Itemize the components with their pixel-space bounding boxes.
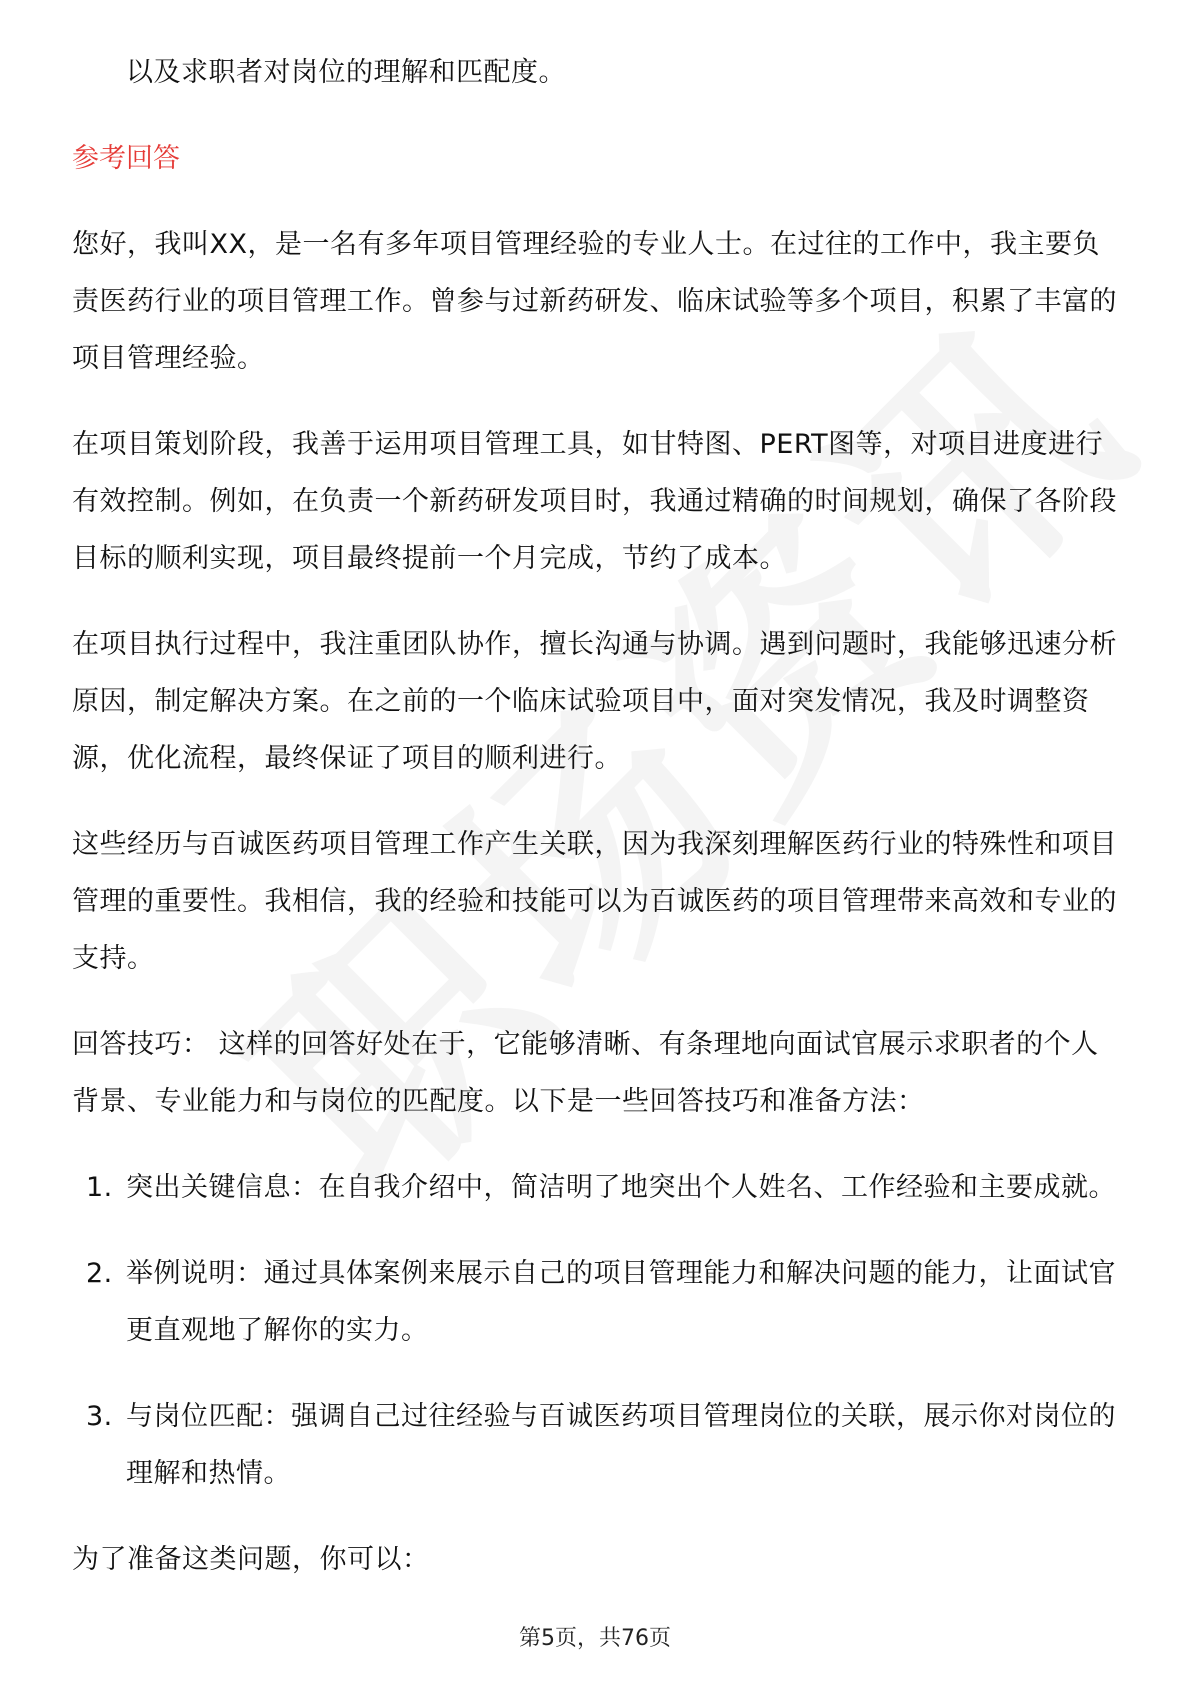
tip-item xyxy=(72,1388,1122,1502)
tip-item xyxy=(72,1245,1122,1359)
page-footer: 第5页，共76页 xyxy=(519,1626,671,1651)
page-content xyxy=(72,44,1122,1588)
tip-text: 举例说明：通过具体案例来展示自己的项目管理能力和解决问题的能力，让面试官更直观地了解你的实力。 xyxy=(126,1258,1116,1346)
tip-text: 突出关键信息：在自我介绍中，简洁明了地突出个人姓名、工作经验和主要成就。 xyxy=(126,1172,1116,1203)
intro-continuation: 以及求职者对岗位的理解和匹配度。 xyxy=(126,57,566,88)
answer-paragraph-2: 在项目策划阶段，我善于运用项目管理工具，如甘特图、PERT图等，对项目进度进行有效控制。例如，在负责一个新药研发项目时，我通过精确的时间规划，确保了各阶段目标的顺利实现，项目最终提前一个月完成，节约了成本。 xyxy=(72,429,1117,574)
tip-text: 与岗位匹配：强调自己过往经验与百诚医药项目管理岗位的关联，展示你对岗位的理解和热情。 xyxy=(126,1401,1116,1489)
tip-number: 1. xyxy=(86,1172,113,1203)
closing-line: 为了准备这类问题，你可以： xyxy=(72,1544,430,1575)
tip-item xyxy=(72,1159,1122,1216)
tip-number: 3. xyxy=(86,1401,113,1432)
section-title: 参考回答 xyxy=(72,143,180,174)
answer-paragraph-4: 这些经历与百诚医药项目管理工作产生关联，因为我深刻理解医药行业的特殊性和项目管理的重要性。我相信，我的经验和技能可以为百诚医药的项目管理带来高效和专业的支持。 xyxy=(72,829,1117,974)
answer-paragraph-3: 在项目执行过程中，我注重团队协作，擅长沟通与协调。遇到问题时，我能够迅速分析原因，制定解决方案。在之前的一个临床试验项目中，面对突发情况，我及时调整资源，优化流程，最终保证了项目的顺利进行。 xyxy=(72,629,1117,774)
answer-paragraph-1: 您好，我叫XX，是一名有多年项目管理经验的专业人士。在过往的工作中，我主要负责医药行业的项目管理工作。曾参与过新药研发、临床试验等多个项目，积累了丰富的项目管理经验。 xyxy=(72,229,1117,374)
tip-number: 2. xyxy=(86,1258,113,1289)
answer-tips-intro: 回答技巧： 这样的回答好处在于，它能够清晰、有条理地向面试官展示求职者的个人背景、专业能力和与岗位的匹配度。以下是一些回答技巧和准备方法： xyxy=(72,1029,1099,1117)
tips-list xyxy=(72,1159,1122,1502)
